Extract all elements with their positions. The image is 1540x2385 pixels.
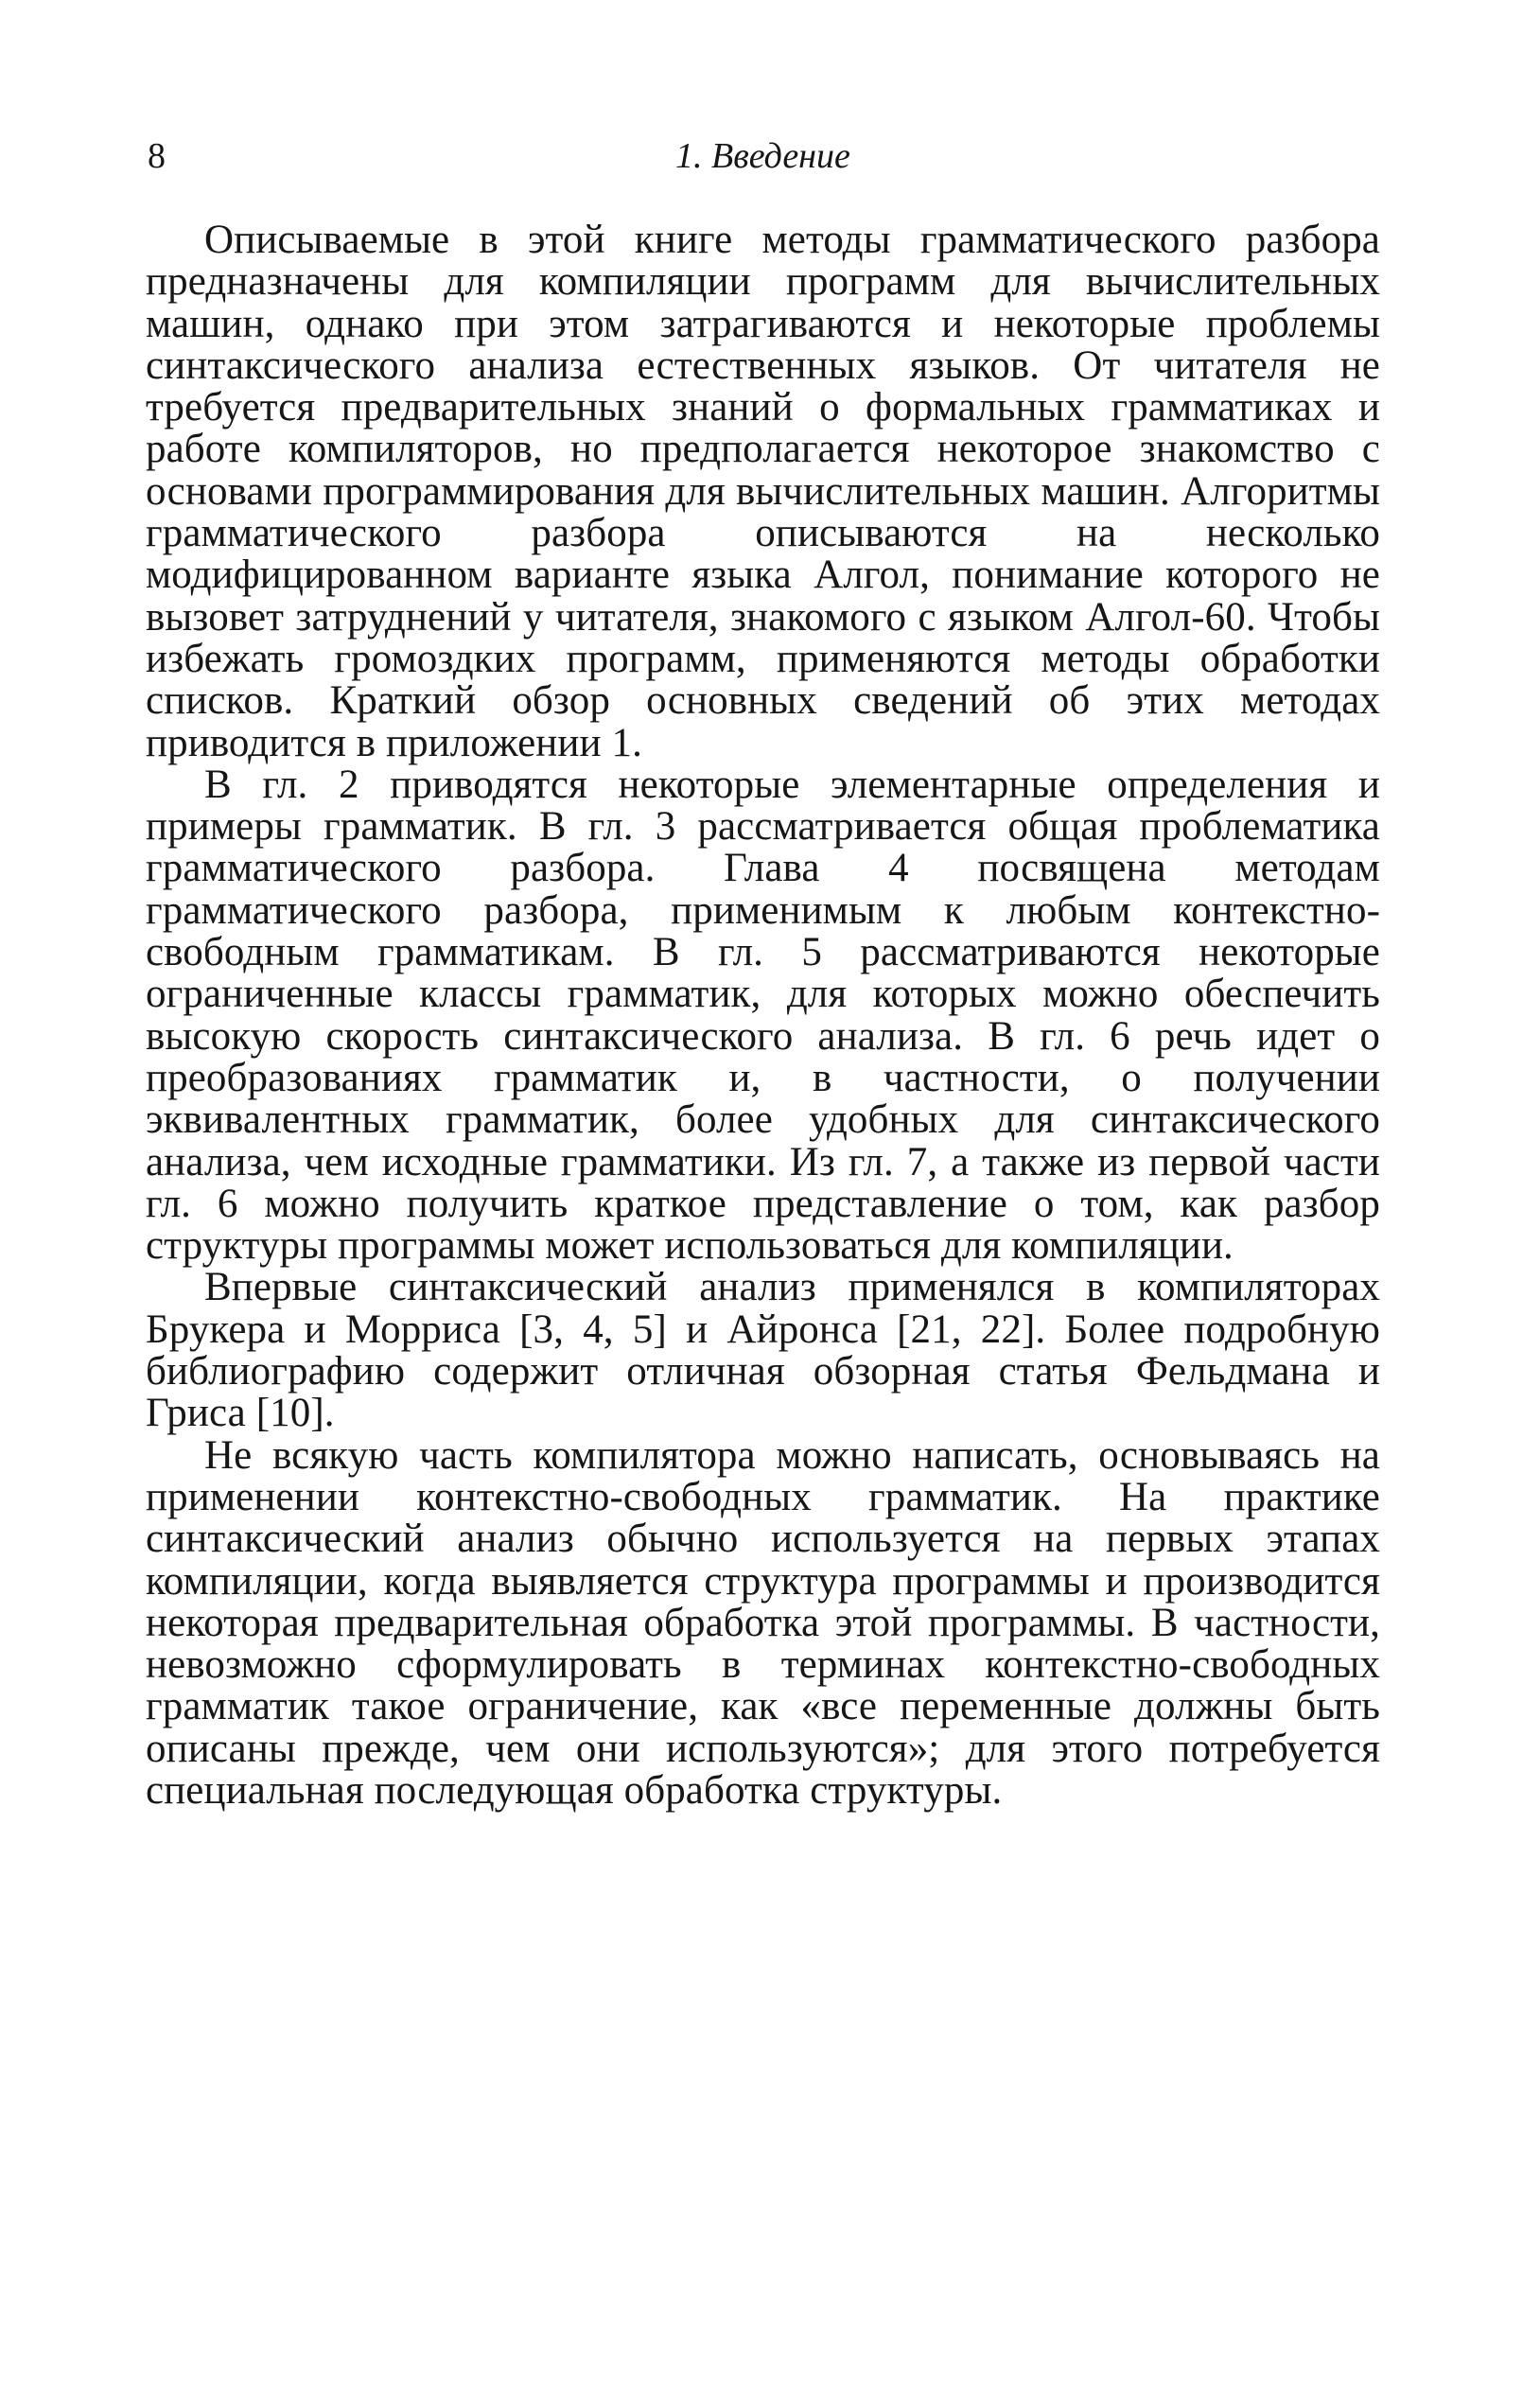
paragraph-chapter-overview: В гл. 2 приводятся некоторые элементарные определения и примеры грамматик. В гл. 3 рассматривается общая проблематика грамматического разбора. Глава 4 посвящена методам грамматического разбора, применимым к любым контекстно-свободным грамматикам. В гл. 5 рассматриваются некоторые ограниченные классы грамматик, для которых можно обеспечить высокую скорость синтаксического анализа. В гл. 6 речь идет о преобразованиях грамматик и, в частности, о получении эквивалентных грамматик, более удобных для синтаксического анализа, чем исходные грамматики. Из гл. 7, а также из первой части гл. 6 можно получить краткое представление о том, как разбор структуры программы может использоваться для компиляции.: [146, 762, 1380, 1269]
paragraph-history: Впервые синтаксический анализ применялся в компиляторах Брукера и Морриса [3, 4, 5] и Айронса [21, 22]. Более подробную библиографию содержит отличная обзорная статья Фельдмана и Гриса [10].: [146, 1265, 1380, 1436]
paragraph-limitations: Не всякую часть компилятора можно написать, основываясь на применении контекстно-свободных грамматик. На практике синтаксический анализ обычно используется на первых этапах компиляции, когда выявляется структура программы и производится некоторая предварительная обработка этой программы. В частности, невозможно сформулировать в терминах контекстно-свободных грамматик такое ограничение, как «все переменные должны быть описаны прежде, чем они используются»; для этого потребуется специальная последующая обработка структуры.: [146, 1432, 1380, 1813]
chapter-title: 1. Введение: [675, 136, 850, 176]
body-text: [146, 219, 1380, 1812]
paragraph-intro: Описываемые в этой книге методы грамматического разбора предназначены для компиляции программ для вычислительных машин, однако при этом затрагиваются и некоторые проблемы синтаксического анализа естественных языков. От читателя не требуется предварительных знаний о формальных грамматиках и работе компиляторов, но предполагается некоторое знакомство с основами программирования для вычислительных машин. Алгоритмы грамматического разбора описываются на несколько модифицированном варианте языка Алгол, понимание которого не вызовет затруднений у читателя, знакомого с языком Алгол-60. Чтобы избежать громоздких программ, применяются методы обработки списков. Краткий обзор основных сведений об этих методах приводится в приложении 1.: [146, 218, 1380, 765]
running-head: [146, 132, 1380, 189]
page-number: 8: [148, 136, 166, 176]
